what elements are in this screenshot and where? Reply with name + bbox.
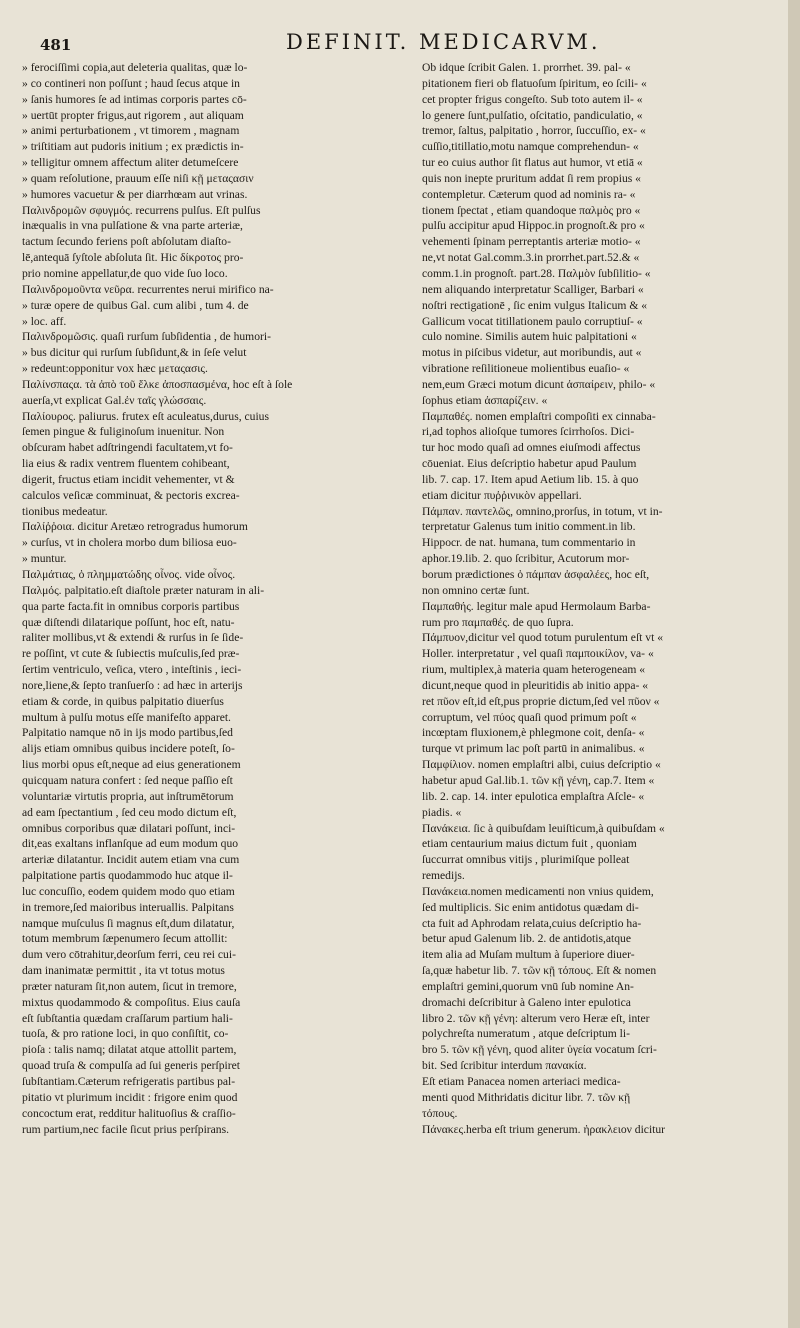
left-column [22,60,390,1137]
running-title: DEFINIT. MEDICARVM. [286,30,601,54]
left-column-line: dam inanimatæ permittit , ita vt totus motus [22,964,225,978]
left-column-line: Παλμάτιας, ὁ πλημματώδης οἶνος. vide οἶνος. [22,568,236,581]
right-column-line: ri,ad tophos alioſque tumores ſcirrhoſos. Dici- [422,425,635,439]
right-column-line: ne,vt notat Gal.comm.3.in prorrhet.part.52.& « [422,251,640,265]
right-column-line: etiam centaurium maius dictum fuit , quoniam [422,837,637,851]
right-column-line: Πάμπαν. παντελῶς, omnino,prorſus, in totum, vt in- [422,504,663,518]
right-column-line: incœptam fluxionem,è phlegmone coit, denſa- « [422,726,645,740]
left-column-line: calculos veſicæ comminuat, & pectoris excrea- [22,488,240,502]
left-column-line: pioſa : talis namq; dilatat atque attollit partem, [22,1043,237,1057]
right-column-line: Παμφίλιον. nomen emplaſtri albi, cuius deſcriptio « [422,758,661,772]
left-column-line: nore,liene,& ſepto tranſuerſo : ad hæc in arterijs [22,678,243,692]
left-column-line: Παλινδρομῶσις. quaſi rurſum ſubſidentia , de humori- [22,330,271,344]
right-column-line: pulſu accipitur apud Hippoc.in prognoſt.& pro « [422,219,645,233]
right-column-line: emplaſtri gemini,quorum vnū ſub nomine An- [422,979,634,993]
right-column-line: tionem ſpectat , etiam quandoque παλμὸς pro « [422,203,641,217]
right-column-line: Παμπαθής. legitur male apud Hermolaum Barba- [422,599,651,613]
right-column-line: Παμπαθές. nomen emplaſtri compoſiti ex cinnaba- [422,409,656,423]
left-column-line: raliter mollibus,vt & extendi & rurſus in ſe ſide- [22,631,244,645]
right-column-line: lib. 2. cap. 14. inter epulotica emplaſtra Aſcle- « [422,789,645,803]
left-column-line: tuoſa, & pro ratione loci, in quo conſiſtit, co- [22,1027,229,1041]
left-column-line: pitatio vt plurimum incidit : frigore enim quod [22,1090,238,1104]
left-column-line: lius morbi opus eſt,neque ad eius generationem [22,758,241,772]
right-column-line: cuſſio,titillatio,motu namque comprehendun- « [422,140,639,154]
right-column-line: ſophus etiam ἀσπαρίζειν. « [422,393,548,407]
right-column-line: betur apud Galenum lib. 2. de antidotis,atque [422,932,631,946]
right-column-line: tur eo cuius author ſit flatus aut humor, vt etiā « [422,156,643,170]
left-column-line: ad eam ſpectantium , ſed ceu modo dictum eſt, [22,805,237,819]
right-column-line: remedijs. [422,869,465,883]
left-column-line: inæqualis in vna pulſatione & vna parte arteriæ, [22,219,243,233]
right-column-line: cōueniat. Eius deſcriptio habetur apud Paulum [422,457,637,471]
left-column-line: dit,eas exaltans inflanſque ad eum modum quo [22,837,239,851]
right-column-line: ſed multiplicis. Sic enim antidotus quædam di- [422,900,639,914]
left-column-line: rum partium,nec facile ſicut prius perſpirans. [22,1122,230,1136]
left-column-line: concoctum erat, redditur halituoſius & craſſio- [22,1106,236,1120]
right-column-line: Holler. interpretatur , vel quaſi παμποικίλον, va- « [422,647,654,661]
left-column-line: » humores vacuetur & per diarrhœam aut vrinas. [22,187,248,201]
right-column-line: etiam dicitur πυῤῥινικὸν appellari. [422,488,582,502]
right-column-line: Eſt etiam Panacea nomen arteriaci medica- [422,1075,621,1088]
left-column-line: » uertūt propter frigus,aut rigorem , aut aliquam [22,108,244,122]
left-column-line: dum vero cōtrahitur,deorſum ferri, ceu rei cui- [22,948,236,962]
left-column-line: multum à pulſu motus eſſe manifeſto apparet. [22,710,231,724]
right-column-line: ret πῦον eſt,id eſt,pus proprie dictum,ſed vel πῦον « [422,694,660,708]
right-column-line: borum prædictiones ὁ πάμπαν ἀσφαλέες, hoc eſt, [422,568,650,581]
left-column-line: palpitatione partis quodammodo huc atque il- [22,869,233,883]
right-column-line: turque vt primum lac poſt partū in animalibus. « [422,742,645,756]
right-column-line: vibratione reſilitioneue molientibus euaſio- « [422,362,630,376]
left-column-line: etiam & corde, in quibus palpitatio diuerſus [22,694,224,708]
right-column-line: bit. Sed ſcribitur interdum πανακία. [422,1059,587,1073]
right-column-line: bro 5. τῶν κῇ γένη, quod aliter ὑγεία vocatum ſcri- [422,1043,657,1057]
right-column-line: polychreſta numeratum , atque deſcriptum li- [422,1027,630,1041]
right-column-line: Πανάκεια. ſic à quibuſdam leuiſticum,à quibuſdam « [422,821,665,835]
left-column-line: » loc. aff. [22,314,67,328]
right-column-line: comm.1.in prognoſt. part.28. Παλμὸν ſubſilitio- « [422,266,651,280]
right-column-line: Ob idque ſcribit Galen. 1. prorrhet. 39. pal- « [422,61,631,74]
left-column-line: quicquam natura confert : ſed neque paſſio eſt [22,773,233,787]
right-column-line: contempletur. Cæterum quod ad nominis ra- « [422,187,636,201]
right-column-line: menti quod Mithridatis dicitur libr. 7. τῶν κῇ [422,1090,631,1104]
left-column-line: voluntariæ virtutis propria, aut inſtrumētorum [22,789,234,803]
right-column-line: cta fuit ad Aphrodam relata,cuius deſcriptio ha- [422,916,642,930]
right-column-line: dromachi deſcribitur à Galeno inter epulotica [422,995,631,1009]
right-column-line: Hippocr. de nat. humana, tum commentario in [422,536,636,550]
right-column-line: nem aliquando interpretatur Scalliger, Barbari « [422,282,644,296]
left-column-line: lē,antequā ſyſtole abſoluta ſit. Hic δίκροτος pro- [22,251,244,265]
left-column-line: » bus dicitur qui rurſum ſubſidunt,& in ſeſe velut [22,346,247,360]
left-column-line: » animi perturbationem , vt timorem , magnam [22,124,240,138]
right-column-line: τόπους. [422,1106,458,1120]
right-column-line: aphor.19.lib. 2. quo ſcribitur, Acutorum mor- [422,552,630,566]
right-column-line: Gallicum vocat titillationem paulo corruptiuſ- « [422,314,643,328]
right-column-line: tur hoc modo quaſi ad omnes eiuſmodi affectus [422,441,641,455]
left-column-line: tactum ſecundo feriens poſt abſolutam diaſto- [22,235,231,249]
right-column-line: ſa,quæ habetur lib. 7. τῶν κῇ τόπους. Eſt & nomen [422,964,657,978]
left-column-line: alijs etiam omnibus quibus incidere poteſt, ſo- [22,742,235,756]
left-column-line: Παλινδρομοῦντα νεῦρα. recurrentes nerui mirifico na- [22,282,274,296]
right-column-line: noſtri rectigationē , ſic enim vulgus Italicum & « [422,298,648,312]
right-column-line: lo genere ſunt,pulſatio, oſcitatio, pandiculatio, « [422,108,643,122]
left-column-line: prio nomine appellatur,de quo vide ſuo loco. [22,266,228,280]
left-column-line: Παλίνσπαςα. τὰ ἀπὸ τοῦ ἕλκε ἀποσπασμένα, hoc eſt à ſole [22,377,293,391]
left-column-line: » redeunt:opponitur vox hæc μεταςασις. [22,362,208,376]
left-column-line: » turæ opere de quibus Gal. cum alibi , tum 4. de [22,298,249,312]
left-column-line: totum membrum ſæpenumero ſecum attollit: [22,932,228,946]
right-column-line: pitationem fieri ob flatuoſum ſpiritum, eo ſcili- « [422,76,647,90]
right-column-line: Πάμπυον,dicitur vel quod totum purulentum eſt vt « [422,631,664,645]
right-column-line: tremor, ſaltus, palpitatio , horror, ſuccuſſio, ex- « [422,124,646,138]
page-header [0,8,800,56]
page-edge [788,0,800,1328]
left-column-line: omnibus corporibus quæ dilatari poſſunt, inci- [22,821,236,835]
left-column-line: tionibus medeatur. [22,504,108,518]
left-column-line: » curſus, vt in cholera morbo dum biliosa euo- [22,536,237,550]
left-column-line: eſt ſubſtantia quædam craſſarum partium hali- [22,1011,233,1025]
right-column-line: Πάνακες.herba eſt trium generum. ἡρακλειον dicitur [422,1122,666,1136]
left-column-line: » muntur. [22,552,67,566]
right-column-line: culo nomine. Similis autem huic palpitationi « [422,330,637,344]
left-column-line: quæ diſtendi dilatarique poſſunt, hoc eſt, natu- [22,615,235,629]
left-column-line: mixtus quodammodo & compoſitus. Eius cauſa [22,995,241,1009]
left-column-line: ſemen pingue & fuliginoſum inuenitur. Non [22,425,225,439]
left-column-line: obſcuram habet adſtringendi facultatem,vt fo- [22,441,233,455]
right-column-line: nem,eum Græci motum dicunt ἀσπαίρειν, philo- « [422,377,656,391]
right-column-line: rum pro παμπαθές. de quo ſupra. [422,615,574,629]
left-column-line: quoad truſa & compulſa ad ſui generis perſpiret [22,1059,240,1073]
left-column-line: » telligitur omnem affectum aliter detumeſcere [22,156,239,170]
left-column-line: ſertim ventriculo, veſica, vtero , inteſtinis , ieci- [22,663,242,677]
page-number: 481 [40,36,72,54]
left-column-line: qua parte facta.fit in omnibus corporis partibus [22,599,240,613]
left-column-line: lia eius & radix ventrem fluentem cohibeant, [22,457,230,471]
left-column-line: Παλίουρος. paliurus. frutex eſt aculeatus,durus, cuius [22,409,269,423]
right-column-line: terpretatur Galenus tum initio comment.in lib. [422,520,636,534]
right-column-line: quis non inepte pruritum addat ſi rem propius « [422,171,641,185]
right-column [422,60,780,1137]
right-column-line: cet propter frigus congeſto. Sub toto autem il- « [422,92,643,106]
right-column-line: vehementi ſpinam perreptantis arteriæ motio- « [422,235,641,249]
right-column-line: ſuccurrat omnibus vitijs , plurimiſque polleat [422,853,630,867]
left-column-line: » triſtitiam aut pudoris initium ; ex prædictis in- [22,140,244,154]
right-column-line: rium, multiplex,à materia quam heterogeneam « [422,663,646,677]
left-column-line: auerſa,vt explicat Gal.ἐν ταῖς γλώσσαις. [22,393,207,407]
left-column-line: namque muſculus ſi magnus eſt,dum dilatatur, [22,916,235,930]
left-column-line: » quam reſolutione, prauum eſſe niſi κῇ μεταςασιν [22,171,254,185]
right-column-line: habetur apud Gal.lib.1. τῶν κῇ γένη, cap.7. Item « [422,773,655,787]
left-column-line: ſubſtantiam.Cæterum refrigeratis partibus pal- [22,1075,236,1088]
left-column-line: Παλμός. palpitatio.eſt diaſtole præter naturam in ali- [22,583,265,597]
left-column-line: » ferociſſimi copia,aut deleteria qualitas, quæ lo- [22,61,248,74]
left-column-line: præter naturam ſit,non autem, ſicut in tremore, [22,979,237,993]
right-column-line: dicunt,neque quod in pleuritidis ab initio appa- « [422,678,649,692]
left-column-line: digerit, fructus etiam incidit vehementer, vt & [22,472,235,486]
left-column-line: Palpitatio namque nō in ijs modo partibus,ſed [22,726,233,740]
left-column-line: luc concuſſio, eodem quidem modo quo etiam [22,884,235,898]
left-column-line: in tremore,ſed maioribus interuallis. Palpitans [22,900,234,914]
left-column-line: Παλινδρομῶν σφυγμός. recurrens pulſus. Eſt pulſus [22,203,261,217]
right-column-line: item alia ad Muſam multum à ſuperiore diuer- [422,948,635,962]
right-column-line: corruptum, vel πύος quaſi quod primum poſt « [422,710,637,724]
left-column-line: arteriæ dilatantur. Incidit autem etiam vna cum [22,853,240,867]
left-column-line: Παλίῤῥοια. dicitur Aretæo retrogradus humorum [22,520,248,534]
right-column-line: lib. 7. cap. 17. Item apud Aetium lib. 15. à quo [422,472,639,486]
right-column-line: piadis. « [422,805,462,819]
left-column-line: re poſſint, vt cute & ſubiectis muſculis,ſed præ- [22,647,240,661]
right-column-line: motus in piſcibus videtur, aut moribundis, aut « [422,346,642,360]
left-column-line: » ſanis humores ſe ad intimas corporis partes cō- [22,92,247,106]
right-column-line: libro 2. τῶν κῇ γένη: alterum vero Heræ eſt, inter [422,1011,650,1025]
right-column-line: non omnino certæ ſunt. [422,583,530,597]
right-column-line: Πανάκεια.nomen medicamenti non vnius quidem, [422,884,654,898]
left-column-line: » co contineri non poſſunt ; haud ſecus atque in [22,76,240,90]
